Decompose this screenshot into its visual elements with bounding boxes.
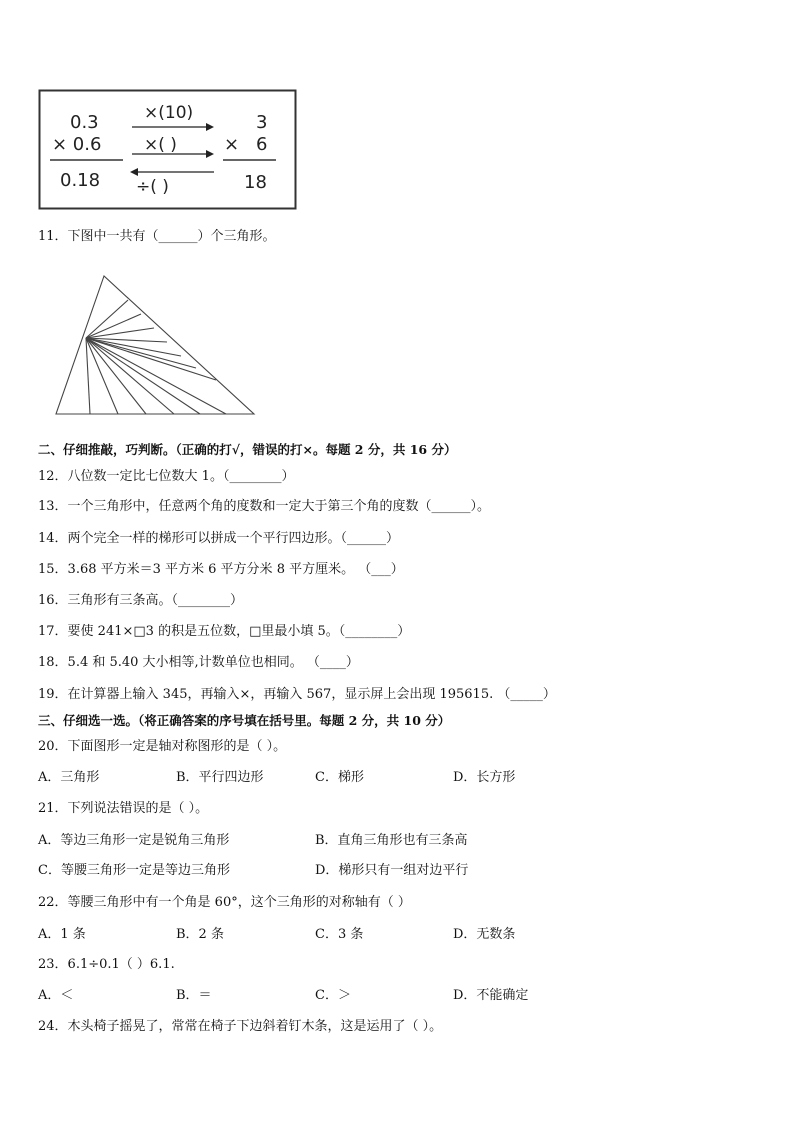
question-12: 12．八位数一定比七位数大 1。（________） <box>38 469 295 484</box>
arrow3-label: ÷( ) <box>136 177 169 197</box>
question-17: 17．要使 241×□3 的积是五位数，□里最小填 5。（________） <box>38 624 411 639</box>
arrow1-label: ×(10) <box>144 103 194 123</box>
q22-option-b: B．2 条 <box>176 927 224 942</box>
triangle-count-figure <box>50 270 260 418</box>
q22-option-c: C．3 条 <box>315 927 364 942</box>
q22-option-a: A．1 条 <box>38 927 86 942</box>
decimal-multiplication-figure <box>38 88 298 212</box>
q21-option-a: A．等边三角形一定是锐角三角形 <box>38 833 230 848</box>
q23-option-d: D．不能确定 <box>453 988 529 1003</box>
q21-option-b: B．直角三角形也有三条高 <box>315 833 468 848</box>
question-22: 22．等腰三角形中有一个角是 60°，这个三角形的对称轴有（ ） <box>38 895 411 910</box>
q20-option-a: A．三角形 <box>38 770 100 785</box>
question-18: 18．5.4 和 5.40 大小相等,计数单位也相同。 （____） <box>38 655 359 670</box>
question-23: 23．6.1÷0.1（ ）6.1. <box>38 957 175 972</box>
q21-option-c: C．等腰三角形一定是等边三角形 <box>38 863 230 878</box>
q20-option-b: B．平行四边形 <box>176 770 264 785</box>
question-20: 20．下面图形一定是轴对称图形的是（ ）。 <box>38 739 287 754</box>
q20-option-c: C．梯形 <box>315 770 364 785</box>
question-15: 15．3.68 平方米＝3 平方米 6 平方分米 8 平方厘米。 （___） <box>38 562 404 577</box>
section-2-heading: 二、仔细推敲，巧判断。（正确的打√，错误的打×。每题 2 分，共 16 分） <box>38 442 457 457</box>
right-mid-number: 6 <box>256 134 268 155</box>
q22-option-d: D．无数条 <box>453 927 516 942</box>
q23-option-a: A．＜ <box>38 988 74 1003</box>
q21-option-d: D．梯形只有一组对边平行 <box>315 863 469 878</box>
question-14: 14．两个完全一样的梯形可以拼成一个平行四边形。（______） <box>38 531 400 546</box>
arrow2-label: ×( ) <box>144 135 177 155</box>
question-24: 24．木头椅子摇晃了，常常在椅子下边斜着钉木条，这是运用了（ ）。 <box>38 1019 443 1034</box>
question-19: 19．在计算器上输入 345，再输入×，再输入 567，显示屏上会出现 195615. （_____） <box>38 687 556 702</box>
q23-option-b: B．＝ <box>176 988 212 1003</box>
q20-option-d: D．长方形 <box>453 770 516 785</box>
right-top-number: 3 <box>256 112 268 133</box>
left-top-number: 0.3 <box>70 112 99 133</box>
question-13: 13．一个三角形中，任意两个角的度数和一定大于第三个角的度数（______）。 <box>38 499 491 514</box>
right-times-sign: × <box>224 134 240 155</box>
question-11: 11．下图中一共有（______）个三角形。 <box>38 229 276 244</box>
left-bottom-number: 0.18 <box>60 170 101 191</box>
section-3-heading: 三、仔细选一选。（将正确答案的序号填在括号里。每题 2 分，共 10 分） <box>38 713 451 728</box>
right-bottom-number: 18 <box>244 172 267 193</box>
question-16: 16．三角形有三条高。（________） <box>38 593 244 608</box>
q23-option-c: C．＞ <box>315 988 351 1003</box>
question-21: 21．下列说法错误的是（ ）。 <box>38 801 209 816</box>
left-mid-number: × 0.6 <box>52 134 102 155</box>
